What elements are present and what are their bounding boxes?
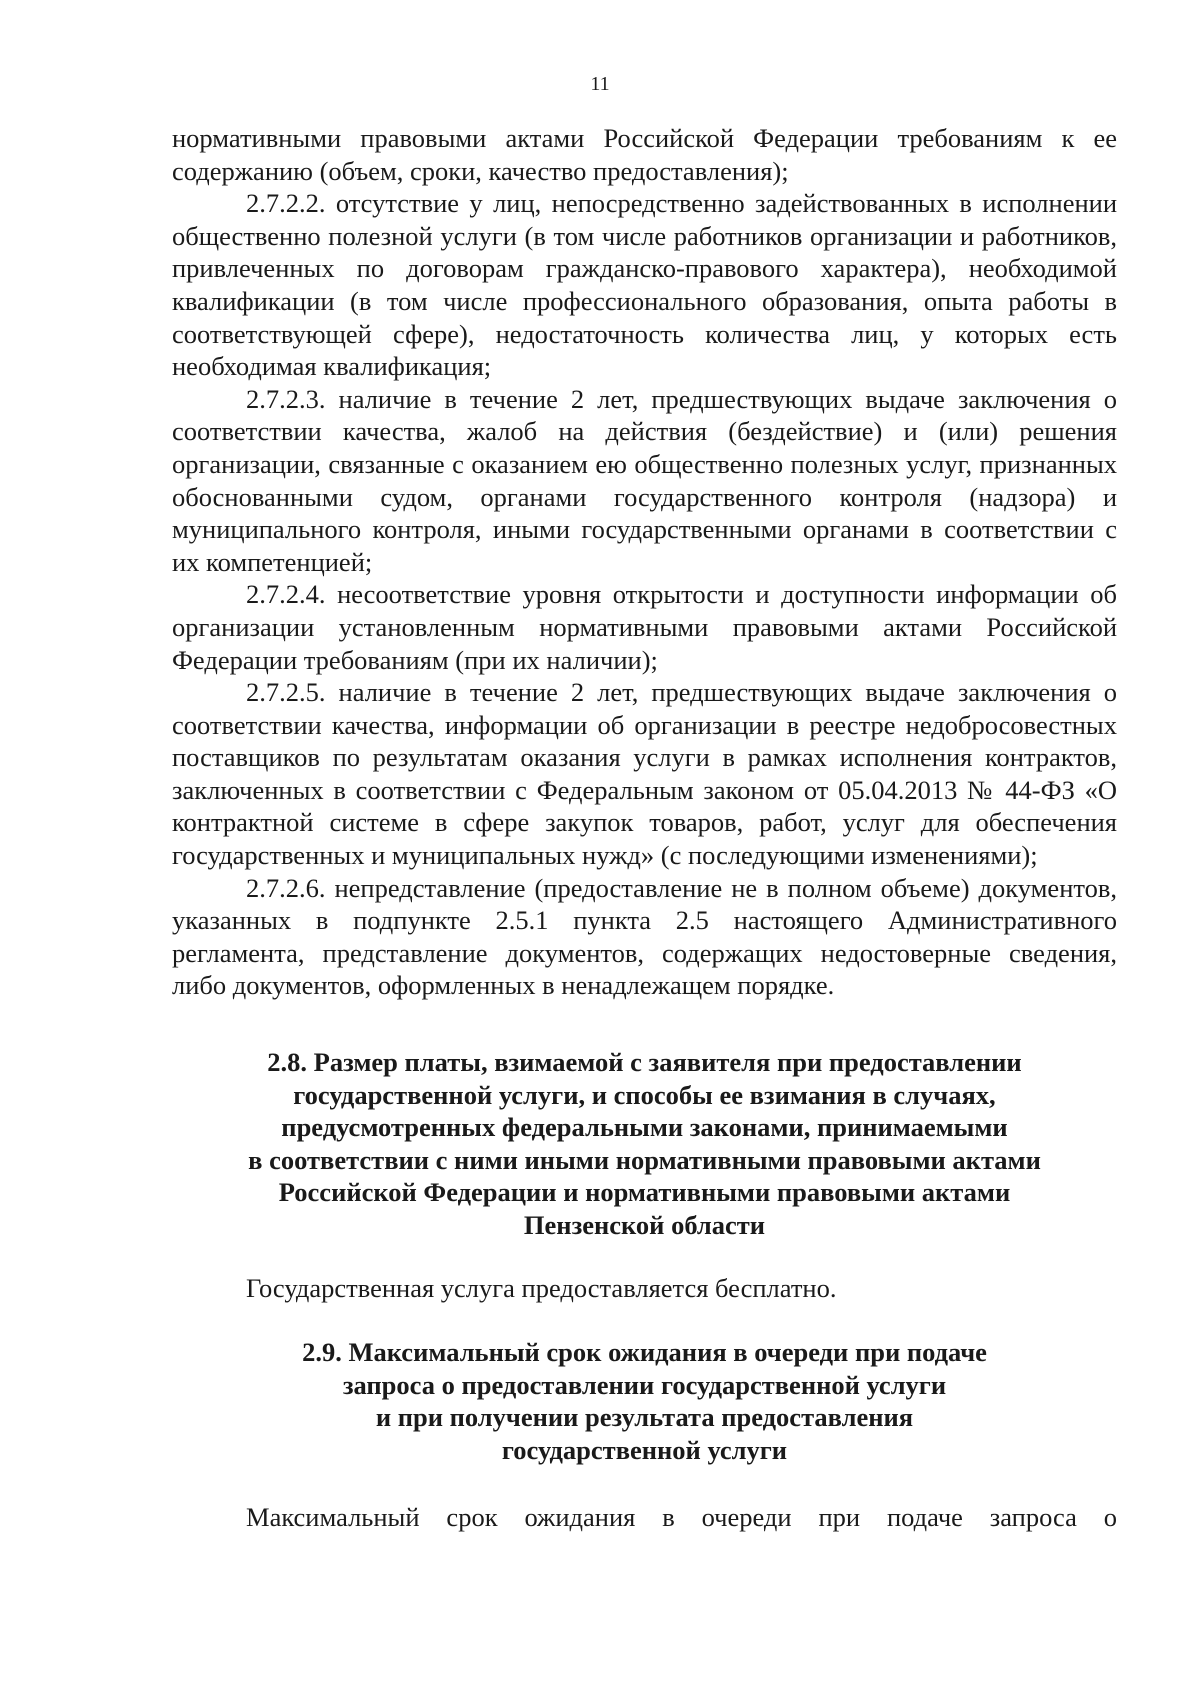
paragraph-wait-time: Максимальный срок ожидания в очереди при подаче запроса о [246,1501,1117,1532]
page-number: 11 [590,73,610,95]
section-heading-2-9 [172,1336,1117,1466]
paragraph-2-7-2-5: 2.7.2.5. наличие в течение 2 лет, предшествующих выдаче заключения о соответствии качества, информации об организации в реестре недобросовестных поставщиков по результатам оказания услуги в рамках исполнения контрактов, заключенных в соответствии с Федеральным законом от 05.04.2013 № 44-ФЗ «О контрактной системе в сфере закупок товаров, работ, услуг для обеспечения государственных и муниципальных нужд» (с последующими изменениями); [172,677,1117,871]
paragraph-fee: Государственная услуга предоставляется бесплатно. [246,1272,837,1303]
heading-line: 2.9. Максимальный срок ожидания в очереди при подаче [302,1337,987,1368]
section-heading-2-8 [172,1046,1117,1242]
paragraph-2-7-2-6: 2.7.2.6. непредставление (предоставление не в полном объеме) документов, указанных в подпункте 2.5.1 пункта 2.5 настоящего Административного регламента, представление документов, содержащих недостоверные сведения, либо документов, оформленных в ненадлежащем порядке. [172,872,1117,1001]
paragraph-2-7-2-4: 2.7.2.4. несоответствие уровня открытости и доступности информации об организации установленным нормативными правовыми актами Российской Федерации требованиям (при их наличии); [172,579,1117,675]
heading-line: запроса о предоставлении государственной услуги [342,1369,947,1400]
heading-line: Пензенской области [523,1210,766,1240]
heading-line: Российской Федерации и нормативными правовыми актами [278,1177,1011,1208]
document-body [172,122,1117,1533]
heading-line: предусмотренных федеральными законами, принимаемыми [281,1112,1008,1143]
heading-line: в соответствии с ними иными нормативными правовыми актами [248,1144,1041,1175]
heading-line: государственной услуги [501,1434,788,1465]
paragraph-continuation: нормативными правовыми актами Российской Федерации требованиям к ее содержанию (объем, сроки, качество предоставления); [172,123,1117,186]
heading-line: и при получении результата предоставления [375,1402,914,1433]
paragraph-2-7-2-2: 2.7.2.2. отсутствие у лиц, непосредственно задействованных в исполнении общественно полезной услуги (в том числе работников организации и работников, привлеченных по договорам гражданско-правового характера), необходимой квалификации (в том числе профессионального образования, опыта работы в соответствующей сфере), недостаточность количества лиц, у которых есть необходимая квалификация; [172,188,1117,382]
heading-line: государственной услуги, и способы ее взимания в случаях, [293,1079,996,1110]
paragraph-2-7-2-3: 2.7.2.3. наличие в течение 2 лет, предшествующих выдаче заключения о соответствии качества, жалоб на действия (бездействие) и (или) решения организации, связанные с оказанием ею общественно полезных услуг, признанных обоснованными судом, органами государственного контроля (надзора) и муниципального контроля, иными государственными органами в соответствии с их компетенцией; [172,383,1117,577]
heading-line: 2.8. Размер платы, взимаемой с заявителя при предоставлении [267,1047,1022,1078]
